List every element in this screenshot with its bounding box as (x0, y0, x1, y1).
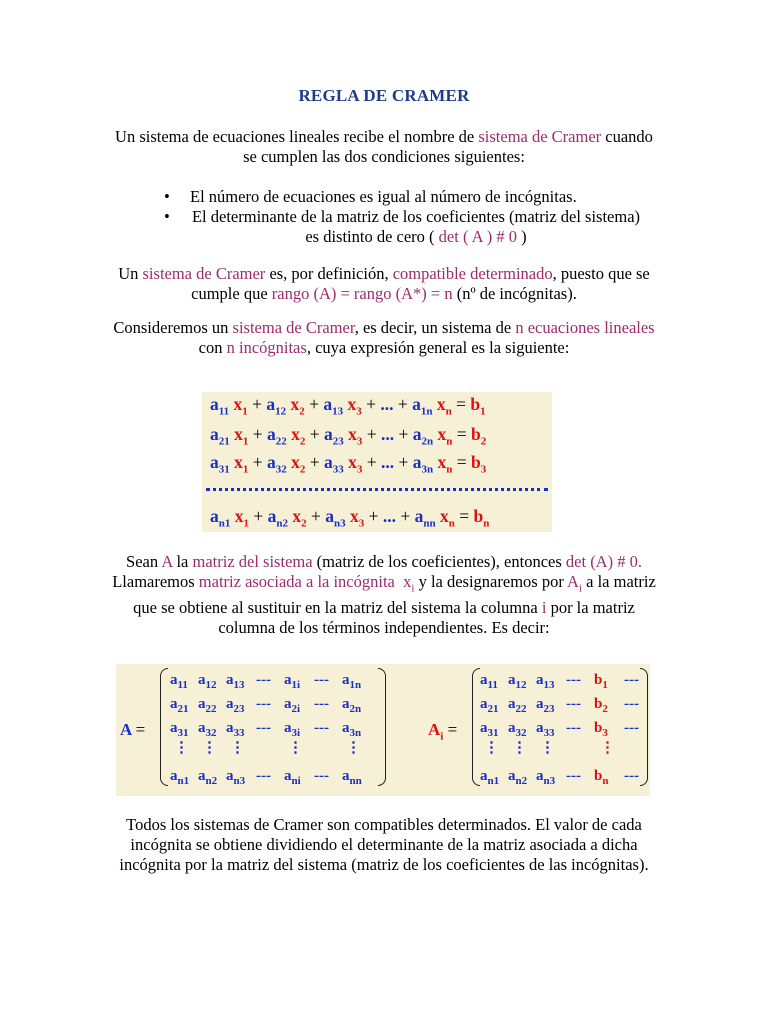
matrix-ai-b-entry: $b_3$ (594, 720, 608, 739)
matrix-a-dash: --- (314, 720, 329, 736)
highlight-rango: rango (A) = rango (A*) = n (271, 284, 453, 303)
matrix-a-entry: $a_{23}$ (226, 696, 245, 715)
matrix-a-entry: $a_{ni}$ (284, 768, 301, 787)
matrix-ai-dash: --- (624, 768, 639, 784)
matrix-a-entry: $a_{12}$ (198, 672, 217, 691)
matrix-a-vdots: ⋮ (202, 740, 217, 756)
matrix-a-entry: $a_{31}$ (170, 720, 189, 739)
matrix-ai-entry: $a_{22}$ (508, 696, 527, 715)
matrix-a-dash: --- (256, 768, 271, 784)
matrix-ai-label: $A_i$ = (428, 720, 458, 743)
matrix-ai-left-bracket (472, 668, 480, 786)
matrix-a-entry: $a_{1i}$ (284, 672, 301, 691)
matrix-definition-paragraph: Sean A la matriz del sistema (matriz de los coeficientes), entonces det (A) # 0. Llamaremos matriz asociada a la incógnita $x_i$ y la designaremos por $A_i$ a la matriz que se obtiene al sustituir en la matriz del sistema la columna i por la matriz columna de los términos independientes. Es decir: (112, 552, 656, 638)
matrix-a-vdots: ⋮ (288, 740, 303, 756)
matrix-a-label: A = (120, 720, 146, 739)
matrix-a-entry: $a_{1n}$ (342, 672, 362, 691)
matrix-ai-entry: $a_{23}$ (536, 696, 555, 715)
matrix-a-entry: $a_{33}$ (226, 720, 245, 739)
matrix-a-entry: $a_{n3}$ (226, 768, 246, 787)
equation-row-2: $a_{21}$ $x_1 + a_{22}$ $x_2 + a_{23}$ $x_3$ + ... + $a_{2n}$ $x_n = b_2$ (210, 424, 487, 448)
matrix-a-entry: $a_{2n}$ (342, 696, 362, 715)
matrix-ai-entry: $a_{n1}$ (480, 768, 500, 787)
equation-row-1: $a_{11}$ $x_1 + a_{12}$ $x_2 + a_{13}$ $x_3$ + ... + $a_{1n}$ $x_n = b_1$ (210, 394, 486, 418)
bullet-text-1: El número de ecuaciones es igual al número de incógnitas. (190, 187, 577, 206)
matrix-a-right-bracket (378, 668, 386, 786)
matrix-a-vdots: ⋮ (174, 740, 189, 756)
matrix-ai-b-entry: $b_1$ (594, 672, 608, 691)
page-title: REGLA DE CRAMER (298, 86, 470, 105)
matrix-a-entry: $a_{2i}$ (284, 696, 301, 715)
matrix-a-entry: $a_{32}$ (198, 720, 217, 739)
matrix-a-entry: $a_{n1}$ (170, 768, 190, 787)
matrix-ai-entry: $a_{n3}$ (536, 768, 556, 787)
dotted-separator (206, 488, 548, 491)
bullet-item-2 (164, 207, 644, 247)
det-condition: det ( A ) # 0 (438, 227, 518, 246)
matrix-ai-dash: --- (624, 696, 639, 712)
matrix-a-vdots: ⋮ (346, 740, 361, 756)
bullet-icon: • (164, 187, 170, 206)
matrix-ai-entry: $a_{32}$ (508, 720, 527, 739)
matrix-a-dash: --- (256, 672, 271, 688)
matrix-ai-dash: --- (566, 768, 581, 784)
matrix-ai-entry: $a_{33}$ (536, 720, 555, 739)
equation-system (202, 392, 552, 532)
highlight-compatible: compatible determinado (392, 264, 553, 283)
matrix-a-entry: $a_{13}$ (226, 672, 245, 691)
matrix-a-entry: $a_{21}$ (170, 696, 189, 715)
matrix-a-entry: $a_{22}$ (198, 696, 217, 715)
bullet-text-2: El determinante de la matriz de los coeficientes (matriz del sistema) es distinto de cero ( det ( A ) # 0 ) (191, 207, 641, 246)
matrix-ai-right-bracket (640, 668, 648, 786)
matrix-a-left-bracket (160, 668, 168, 786)
definition-paragraph: Un sistema de Cramer es, por definición, compatible determinado, puesto que se cumple que rango (A) = rango (A*) = n (nº de incógnitas). (118, 264, 650, 303)
intro-highlight-cramer: sistema de Cramer (478, 127, 602, 146)
matrix-a-entry: $a_{nn}$ (342, 768, 362, 787)
matrix-ai-b-entry: $b_2$ (594, 696, 608, 715)
equation-row-4: $a_{n1}$ $x_1 + a_{n2}$ $x_2 + a_{n3}$ $x_3$ + ... + $a_{nn}$ $x_n = b_n$ (210, 506, 490, 530)
matrices-box (116, 664, 650, 796)
matrix-a-entry: $a_{3i}$ (284, 720, 301, 739)
matrix-a-dash: --- (314, 768, 329, 784)
matrix-ai-vdots: ⋮ (484, 740, 499, 756)
matrix-ai-entry: $a_{11}$ (480, 672, 498, 691)
bullet-icon: • (164, 207, 170, 226)
consider-paragraph: Consideremos un sistema de Cramer, es decir, un sistema de n ecuaciones lineales con n incógnitas, cuya expresión general es la siguiente: (113, 318, 655, 357)
matrix-ai-dash: --- (624, 672, 639, 688)
matrix-a-entry: $a_{11}$ (170, 672, 188, 691)
equation-row-3: $a_{31}$ $x_1 + a_{32}$ $x_2 + a_{33}$ $x_3$ + ... + $a_{3n}$ $x_n = b_3$ (210, 452, 487, 476)
matrix-a-dash: --- (314, 672, 329, 688)
matrix-ai-dash: --- (566, 672, 581, 688)
matrix-a-dash: --- (256, 696, 271, 712)
matrix-a-dash: --- (256, 720, 271, 736)
intro-text-2: cuando se cumplen las dos condiciones siguientes: (243, 127, 653, 166)
matrix-ai-entry: $a_{31}$ (480, 720, 499, 739)
matrix-ai-entry: $a_{21}$ (480, 696, 499, 715)
matrix-ai-dash: --- (566, 720, 581, 736)
matrix-a-entry: $a_{n2}$ (198, 768, 218, 787)
matrix-ai-entry: $a_{n2}$ (508, 768, 528, 787)
matrix-ai-vdots: ⋮ (540, 740, 555, 756)
intro-text-1: Un sistema de ecuaciones lineales recibe el nombre de (115, 127, 479, 146)
highlight-sistema-cramer: sistema de Cramer (142, 264, 266, 283)
matrix-ai-dash: --- (624, 720, 639, 736)
matrix-ai-vdots: ⋮ (600, 740, 615, 756)
intro-paragraph (110, 127, 658, 167)
matrix-a-entry: $a_{3n}$ (342, 720, 362, 739)
matrix-ai-entry: $a_{12}$ (508, 672, 527, 691)
matrix-a-dash: --- (314, 696, 329, 712)
matrix-ai-vdots: ⋮ (512, 740, 527, 756)
matrix-a-vdots: ⋮ (230, 740, 245, 756)
matrix-ai-dash: --- (566, 696, 581, 712)
bullet-item-1 (164, 187, 644, 207)
conclusion-paragraph: Todos los sistemas de Cramer son compatibles determinados. El valor de cada incógnita se obtiene dividiendo el determinante de la matriz asociada a dicha incógnita por la matriz del sistema (matriz de los coeficientes de las incógnitas). (119, 815, 649, 874)
matrix-ai-entry: $a_{13}$ (536, 672, 555, 691)
matrix-ai-b-entry: $b_n$ (594, 768, 609, 787)
